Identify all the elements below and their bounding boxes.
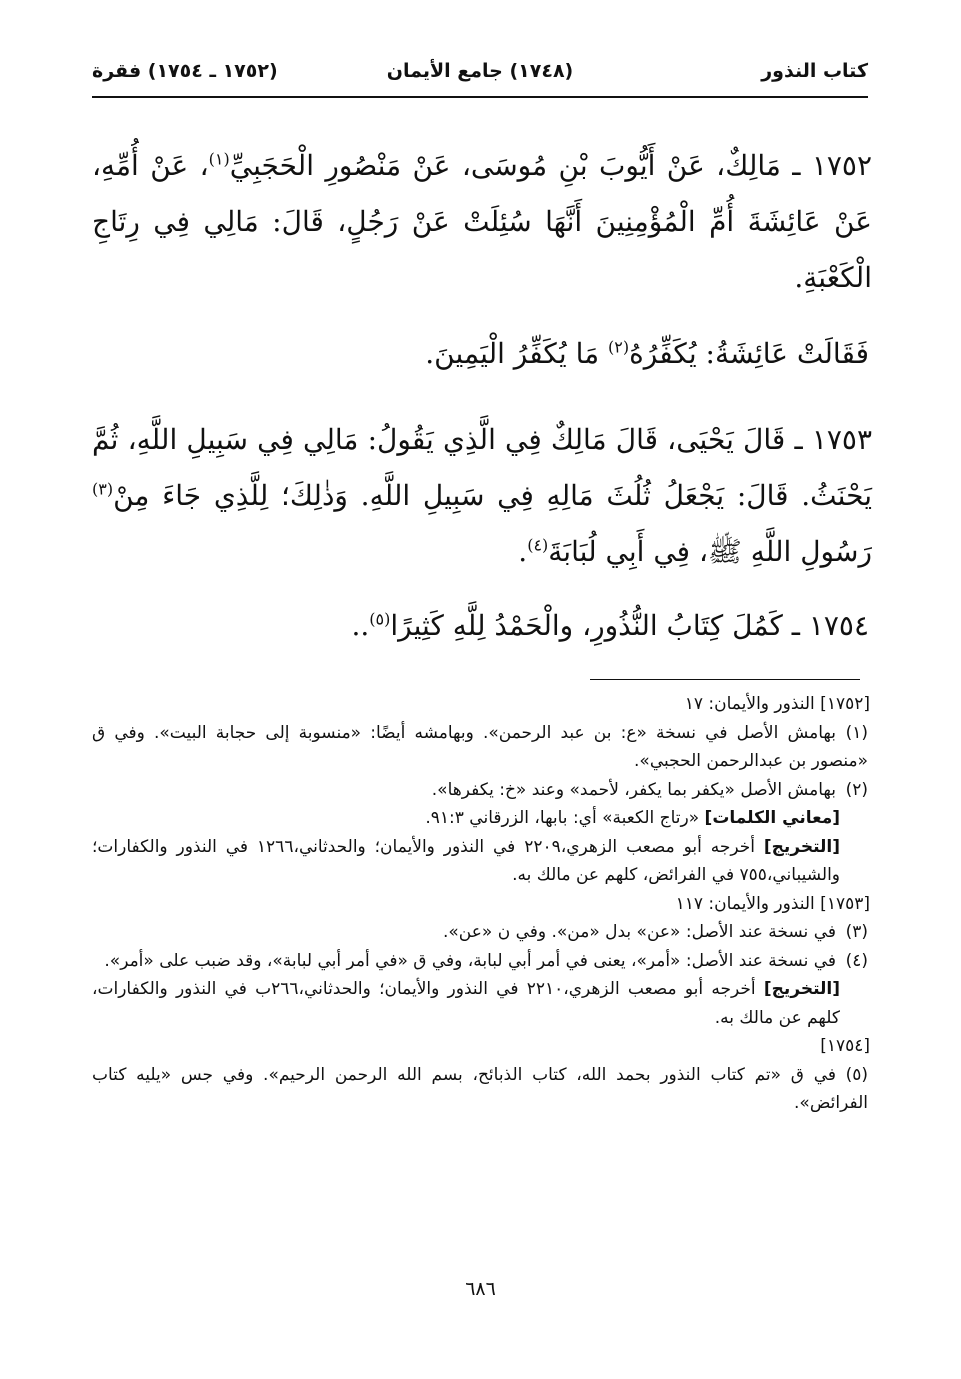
footnote-2-text: بهامش الأصل «يكفر بما يكفر، لأحمد» وعند «خ: يكفرها».: [431, 779, 836, 800]
footnote-5-number: (٥): [845, 1064, 868, 1085]
page-number: ٦٨٦: [465, 1278, 496, 1300]
header-chapter-title: (١٧٤٨) جامع الأيمان: [386, 60, 574, 82]
footnote-4-text: في نسخة عند الأصل: «أمر»، يعنى في أمر أبي لبابة، وفي ق «في أمر أبي لبابة»، وقد ضبب على «أمر».: [104, 950, 836, 971]
takhrij-note-1752: [92, 833, 870, 890]
footnote-ref-1[interactable]: (١): [208, 149, 230, 169]
paragraph-1753-text-b: رَسُولِ اللَّهِ ﷺ، فِي أَبِي لُبَابَةَ: [548, 535, 872, 568]
word-meanings-text: «رتاج الكعبة» أي: بابها، الزرقاني ٩١:٣.: [425, 808, 705, 828]
footnotes: [92, 690, 870, 1118]
header-paragraph-range: (١٧٥٢ ـ ١٧٥٤) فقرة: [92, 60, 278, 82]
footnote-separator: [590, 679, 860, 680]
takhrij-label-1753: [التخريج]: [763, 979, 841, 999]
footnote-ref-4[interactable]: (٤): [527, 535, 549, 555]
paragraph-1752: [92, 138, 872, 306]
footnote-4: [92, 947, 870, 976]
paragraph-1753: [92, 412, 872, 580]
footnote-5-text: في ق «تم كتاب النذور بحمد الله، كتاب الذبائح، بسم الله الرحمن الرحيم». وفي جس «يليه كتاب الفرائض».: [92, 1064, 868, 1113]
paragraph-1752-answer-text-b: مَا يُكَفِّرُ الْيَمِينَ.: [425, 337, 608, 370]
footnote-3: [92, 918, 870, 947]
paragraph-1753-text-a: ١٧٥٣ ـ قَالَ يَحْيَى، قَالَ مَالِكٌ فِي الَّذِي يَقُولُ: مَالِي فِي سَبِيلِ اللَّهِ، ثُمَّ يَحْنَثُ. قَالَ: يَجْعَلُ ثُلُثَ مَالِهِ فِي سَبِيلِ اللَّهِ. وَذٰلِكَ؛ لِلَّذِي جَاءَ مِنْ: [92, 423, 872, 512]
paragraph-1754-text-a: ١٧٥٤ ـ كَمُلَ كِتَابُ النُّذُورِ، والْحَمْدُ لِلَّهِ كَثِيرًا: [390, 609, 869, 642]
takhrij-label-1752: [التخريج]: [763, 836, 840, 857]
footnote-1-text: بهامش الأصل في نسخة «ع: بن عبد الرحمن». وبهامشه أيضًا: «منسوبة إلى حجابة البيت». وفي ق «منصور بن عبدالرحمن الحجبي».: [92, 722, 868, 771]
paragraph-1754-text-b: ..: [351, 609, 370, 642]
paragraph-1752-text-a: ١٧٥٢ ـ مَالِكٌ، عَنْ أَيُّوبَ بْنِ مُوسَى، عَنْ مَنْصُورِ الْحَجَبِيِّ: [229, 149, 872, 182]
footnote-4-number: (٤): [845, 950, 868, 971]
footnote-2: [92, 776, 870, 805]
takhrij-note-1753: [92, 975, 870, 1032]
footnote-ref-5[interactable]: (٥): [369, 609, 391, 629]
paragraph-1754: [89, 598, 869, 654]
footnote-1-number: (١): [845, 722, 868, 743]
footnote-group-1754: [١٧٥٤]: [820, 1036, 870, 1056]
footnote-2-number: (٢): [845, 779, 868, 800]
word-meanings-note: [92, 804, 870, 833]
footnote-1: [92, 719, 870, 776]
footnote-group-1753: [١٧٥٣] النذور والأيمان: ١١٧: [675, 893, 870, 914]
footnote-3-text: في نسخة عند الأصل: «عن» بدل «من». وفي ن «عن».: [443, 922, 836, 942]
header-book-title: كتاب النذور: [761, 60, 868, 82]
footnote-ref-2[interactable]: (٢): [608, 337, 630, 357]
paragraph-1752-text-b: ، عَنْ أُمِّهِ، عَنْ عَائِشَةَ أُمِّ الْمُؤْمِنِينَ أَنَّهَا سُئِلَتْ عَنْ رَجُلٍ، قَالَ: مَالِي فِي رِتَاجِ الْكَعْبَةِ.: [92, 149, 872, 294]
footnote-3-number: (٣): [845, 922, 868, 942]
word-meanings-label: [معاني الكلمات]: [704, 808, 840, 828]
paragraph-1753-text-c: .: [518, 535, 528, 568]
takhrij-text-1753: أخرجه أبو مصعب الزهري،٢٢١٠ في النذور والأيمان؛ والحدثاني،٢٦٦ب في النذور والكفارات، كلهم عن مالك به.: [92, 979, 840, 1028]
paragraph-1752-answer: [89, 326, 869, 382]
footnote-group-1752: [١٧٥٢] النذور والأيمان: ١٧: [684, 694, 870, 714]
header-rule: [92, 96, 868, 98]
footnote-ref-3[interactable]: (٣): [92, 479, 114, 499]
paragraph-1752-answer-text-a: فَقَالَتْ عَائِشَةُ: يُكَفِّرُهُ: [629, 337, 869, 370]
running-header: [92, 54, 868, 94]
takhrij-text-1752: أخرجه أبو مصعب الزهري،٢٢٠٩ في النذور والأيمان؛ والحدثاني،١٢٦٦ في النذور والكفارات؛ والشيباني،٧٥٥ في الفرائض، كلهم عن مالك به.: [92, 836, 840, 885]
footnote-5: [92, 1061, 870, 1118]
